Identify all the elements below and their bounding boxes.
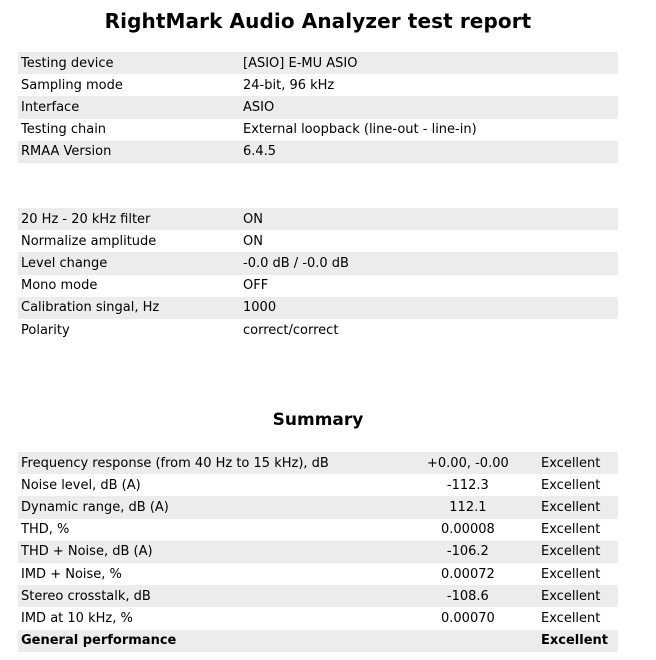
setting-label: Normalize amplitude [21,233,157,249]
summary-rating: Excellent [537,496,618,518]
info-label: Testing device [18,52,240,74]
setting-label: Polarity [21,322,70,338]
summary-value: -108.6 [399,585,537,607]
setting-value: ON [240,208,618,230]
table-row [18,496,618,518]
table-row [18,52,618,74]
table-row [18,585,618,607]
summary-label: THD, % [21,522,70,538]
general-performance-value [399,630,537,652]
summary-label: THD + Noise, dB (A) [18,541,399,563]
summary-value: 0.00070 [441,610,495,626]
settings-table [18,208,618,341]
info-label: Testing chain [21,122,107,138]
info-label: Interface [18,96,240,118]
summary-label: Noise level, dB (A) [21,477,141,493]
info-value: External loopback (line-out - line-in) [243,122,477,138]
table-row [18,563,618,585]
summary-rating: Excellent [541,477,601,493]
info-value: 24-bit, 96 kHz [243,77,335,93]
table-row [18,252,618,274]
info-value: ASIO [240,96,618,118]
table-row [18,96,618,118]
summary-value: -112.3 [446,477,489,493]
summary-value: +0.00, -0.00 [399,452,537,474]
setting-value: -0.0 dB / -0.0 dB [240,252,618,274]
summary-value: -106.2 [399,541,537,563]
summary-label: IMD + Noise, % [21,566,122,582]
setting-value: OFF [243,278,269,294]
setting-label: 20 Hz - 20 kHz filter [18,208,240,230]
setting-value: ON [243,233,263,249]
setting-label: Calibration singal, Hz [18,297,240,319]
table-row [18,297,618,319]
summary-value: 112.1 [399,496,537,518]
summary-rating: Excellent [537,452,618,474]
summary-value: 0.00008 [441,522,495,538]
general-performance-rating: Excellent [537,630,618,652]
report-title: RightMark Audio Analyzer test report [104,9,532,33]
table-row [18,141,618,163]
summary-heading: Summary [272,410,364,430]
setting-value: correct/correct [243,322,339,338]
table-row [18,474,618,496]
summary-table [18,452,618,652]
table-row [18,119,618,141]
info-value: 6.4.5 [240,141,618,163]
info-value: [ASIO] E-MU ASIO [240,52,618,74]
summary-label: Dynamic range, dB (A) [18,496,399,518]
summary-label: Frequency response (from 40 Hz to 15 kHz), dB [18,452,399,474]
setting-label: Mono mode [21,278,98,294]
device-info-table [18,52,618,163]
table-row [18,74,618,96]
setting-label: Level change [18,252,240,274]
summary-label: IMD at 10 kHz, % [21,610,133,626]
general-performance-label: General performance [18,630,399,652]
table-row [18,275,618,297]
summary-rating: Excellent [537,585,618,607]
summary-rating: Excellent [541,610,601,626]
table-row [18,452,618,474]
table-row [18,208,618,230]
table-row [18,541,618,563]
summary-value: 0.00072 [441,566,495,582]
info-label: Sampling mode [21,77,123,93]
summary-rating: Excellent [537,541,618,563]
summary-rating: Excellent [541,566,601,582]
summary-label: Stereo crosstalk, dB [18,585,399,607]
table-row [18,519,618,541]
summary-rating: Excellent [541,522,601,538]
table-row [18,607,618,629]
table-row [18,319,618,341]
table-row [18,230,618,252]
general-performance-row [18,630,618,652]
setting-value: 1000 [240,297,618,319]
info-label: RMAA Version [18,141,240,163]
